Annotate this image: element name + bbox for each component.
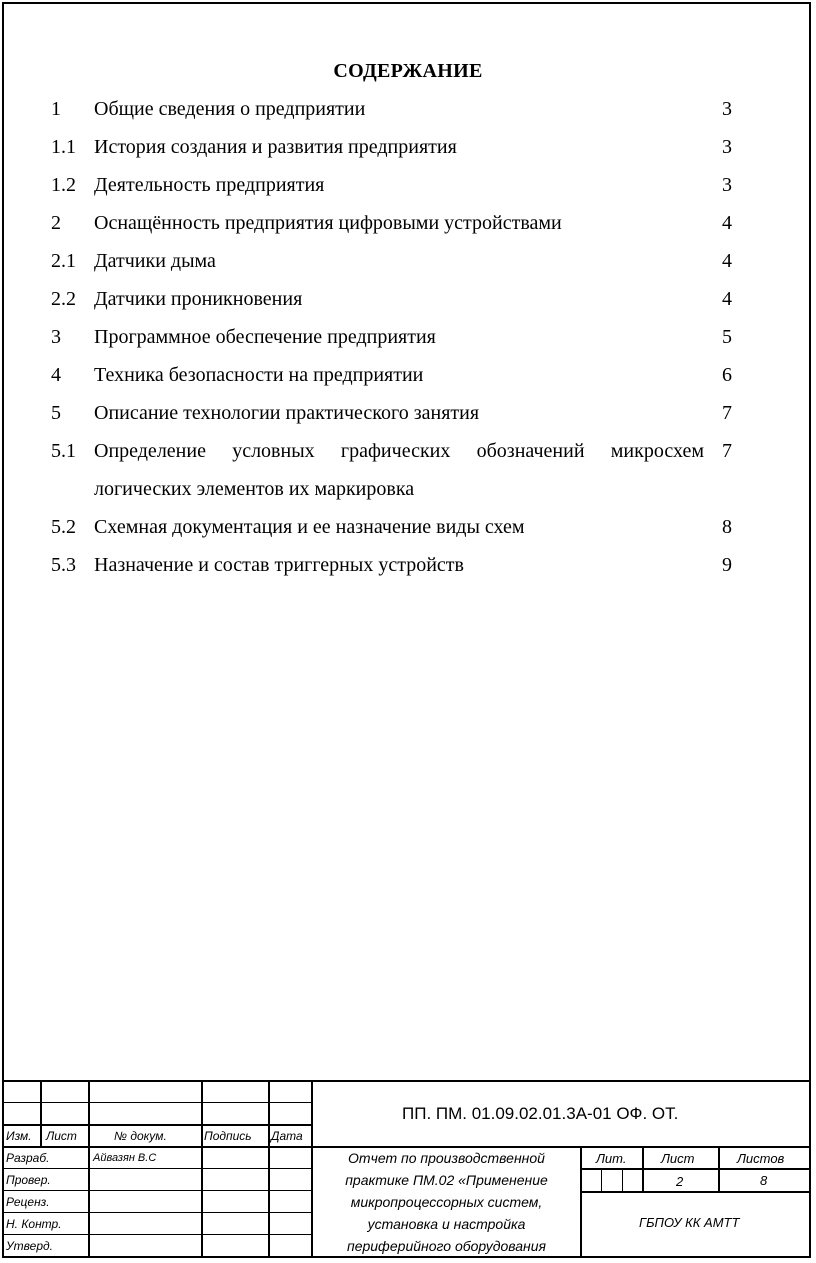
toc-page: 7	[722, 440, 732, 462]
sheets-label: Листов	[737, 1151, 785, 1166]
toc-text: Датчики проникновения	[94, 288, 303, 310]
toc-page: 9	[722, 554, 732, 576]
document-title-line: микропроцессорных систем,	[350, 1194, 543, 1210]
document-title-line: Отчет по производственной	[348, 1150, 545, 1166]
role-nkontr: Н. Контр.	[6, 1217, 62, 1231]
sheets-count: 8	[760, 1173, 768, 1188]
header-sign: Подпись	[204, 1129, 252, 1143]
document-title-line: установка и настройка	[367, 1216, 526, 1232]
toc-number: 2.1	[51, 250, 76, 272]
stamp-line	[88, 1080, 90, 1258]
toc-number: 3	[51, 326, 61, 348]
header-izm: Изм.	[6, 1129, 32, 1143]
toc-text: Программное обеспечение предприятия	[94, 326, 436, 348]
developer-name: Айвазян В.С	[93, 1152, 157, 1164]
document-title-line: практике ПМ.02 «Применение	[345, 1172, 548, 1188]
toc-text: История создания и развития предприятия	[94, 136, 457, 158]
role-prover: Провер.	[6, 1173, 51, 1187]
role-recenz: Реценз.	[6, 1195, 50, 1209]
stamp-line	[580, 1191, 811, 1193]
header-date: Дата	[271, 1129, 303, 1143]
toc-text: Техника безопасности на предприятии	[94, 364, 424, 386]
stamp-line	[2, 1168, 311, 1169]
toc-page: 7	[722, 402, 732, 424]
document-title	[313, 1147, 580, 1257]
stamp-line	[580, 1168, 811, 1170]
stamp-line	[40, 1080, 42, 1146]
toc-page: 4	[722, 288, 732, 310]
toc-number: 2	[51, 212, 61, 234]
toc-text: Оснащённость предприятия цифровыми устройствами	[94, 212, 562, 234]
stamp-line	[201, 1080, 203, 1258]
toc-page: 5	[722, 326, 732, 348]
toc-number: 4	[51, 364, 61, 386]
stamp-line	[718, 1146, 720, 1191]
stamp-line	[2, 1080, 811, 1082]
toc-page: 6	[722, 364, 732, 386]
stamp-line	[601, 1168, 602, 1191]
toc-number: 5.1	[51, 440, 76, 462]
stamp-line	[268, 1080, 270, 1258]
toc-text: логических элементов их маркировка	[94, 478, 415, 500]
stamp-line	[2, 1124, 311, 1126]
toc-page: 4	[722, 212, 732, 234]
toc-page: 8	[722, 516, 732, 538]
toc-number: 2.2	[51, 288, 76, 310]
toc-number: 1	[51, 98, 61, 120]
toc-number: 5.3	[51, 554, 76, 576]
stamp-line	[642, 1146, 644, 1191]
toc-text: Назначение и состав триггерных устройств	[94, 554, 464, 576]
organization: ГБПОУ КК АМТТ	[639, 1215, 740, 1230]
stamp-line	[2, 1102, 311, 1103]
title-block	[2, 1080, 811, 1258]
toc-text: Деятельность предприятия	[94, 174, 325, 196]
stamp-line	[2, 1212, 311, 1213]
toc-page: 4	[722, 250, 732, 272]
toc-text: Датчики дыма	[94, 250, 216, 272]
header-list: Лист	[46, 1129, 77, 1143]
stamp-line	[580, 1146, 582, 1258]
toc-text: Схемная документация и ее назначение виды схем	[94, 516, 525, 538]
sheet-number: 2	[676, 1174, 684, 1189]
header-doc: № докум.	[114, 1129, 167, 1143]
stamp-line	[2, 1190, 311, 1191]
sheet-label: Лист	[661, 1151, 695, 1166]
role-utverd: Утверд.	[6, 1239, 53, 1253]
page-title: СОДЕРЖАНИЕ	[333, 60, 483, 82]
toc-page: 3	[722, 174, 732, 196]
toc-text: Описание технологии практического занятия	[94, 402, 480, 424]
lit-label: Лит.	[596, 1151, 627, 1166]
toc-page: 3	[722, 136, 732, 158]
toc-number: 5	[51, 402, 61, 424]
toc-number: 5.2	[51, 516, 76, 538]
document-code: ПП. ПМ. 01.09.02.01.3А-01 ОФ. ОТ.	[402, 1104, 679, 1123]
toc-page: 3	[722, 98, 732, 120]
toc-number: 1.2	[51, 174, 76, 196]
role-razrab: Разраб.	[6, 1151, 50, 1165]
toc-number: 1.1	[51, 136, 76, 158]
document-title-line: периферийного оборудования	[346, 1238, 547, 1254]
toc-text: Определение условных графических обозначений микросхем	[94, 440, 704, 462]
stamp-line	[2, 1234, 311, 1235]
toc-text: Общие сведения о предприятии	[94, 98, 366, 120]
stamp-line	[622, 1168, 623, 1191]
